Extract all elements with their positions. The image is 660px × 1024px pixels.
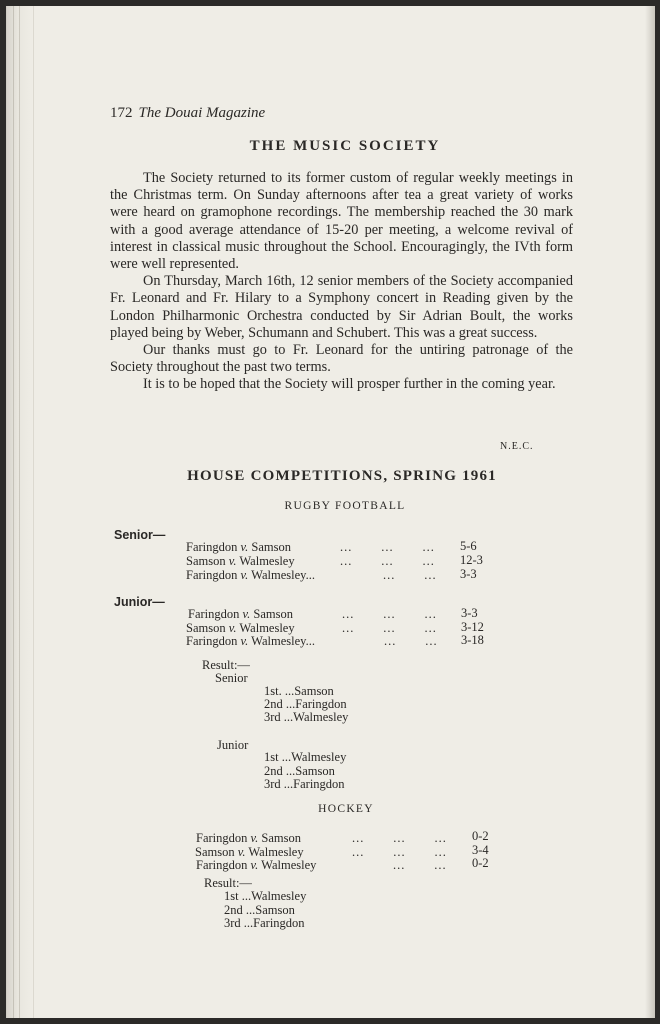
result-row: 3rd ...Walmesley <box>264 710 349 724</box>
music-society-body <box>110 170 573 394</box>
rugby-heading: RUGBY FOOTBALL <box>284 500 406 512</box>
paragraph: It is to be hoped that the Society will prosper further in the coming year. <box>143 376 556 393</box>
result-row: 1st. ...Samson <box>264 684 334 698</box>
junior-word: Junior <box>217 738 249 752</box>
match-row: Faringdon v. Walmesley... <box>186 634 315 648</box>
match-score: 3-3 <box>461 606 478 620</box>
signature: N.E.C. <box>500 441 534 452</box>
match-row: Faringdon v. Walmesley... <box>186 568 315 582</box>
running-header <box>110 105 265 122</box>
book-spine <box>7 6 34 1018</box>
match-row: Faringdon v. Samson <box>186 540 291 554</box>
competitions-title: HOUSE COMPETITIONS, SPRING 1961 <box>187 468 497 484</box>
leader-dots: ... ... <box>384 634 438 648</box>
result-row: 2nd ...Samson <box>224 903 295 917</box>
senior-word: Senior <box>215 671 248 685</box>
leader-dots: ... ... ... <box>342 621 437 635</box>
match-row: Faringdon v. Samson <box>196 831 301 845</box>
paragraph: The Society returned to its former custom of regular weekly meetings in the Christmas term. On Sunday afternoons after tea a great variety of works were heard on gramophone recordings. The membership reached the 30 mark with a good average attendance of 15-20 per meeting, a welcome revival of interest in classical music throughout the School. Encouragingly, the IVth form were well represented. <box>110 170 573 273</box>
leader-dots: ... ... ... <box>340 554 435 568</box>
result-row: 2nd ...Faringdon <box>264 697 347 711</box>
match-row: Faringdon v. Samson <box>188 607 293 621</box>
leader-dots: ... ... <box>393 858 447 872</box>
hockey-heading: HOCKEY <box>318 803 374 815</box>
match-score: 0-2 <box>472 829 489 843</box>
leader-dots: ... ... ... <box>340 540 435 554</box>
page <box>6 6 655 1018</box>
junior-label: Junior— <box>114 595 165 609</box>
result-label: Result:— <box>204 876 252 890</box>
paragraph: On Thursday, March 16th, 12 senior members of the Society accompanied Fr. Leonard and Fr. Hilary to a Symphony concert in Reading given by the London Philharmonic Orchestra conducted by Sir Adrian Boult, the works played being by Weber, Schumann and Schubert. This was a great success. <box>110 273 573 341</box>
match-score: 0-2 <box>472 856 489 870</box>
leader-dots: ... ... ... <box>352 845 447 859</box>
match-score: 3-12 <box>461 620 484 634</box>
match-row: Samson v. Walmesley <box>195 845 304 859</box>
magazine-title: The Douai Magazine <box>138 105 266 121</box>
result-row: 1st ...Walmesley <box>264 750 347 764</box>
leader-dots: ... ... ... <box>342 607 437 621</box>
senior-label: Senior— <box>114 528 166 542</box>
match-row: Samson v. Walmesley <box>186 621 295 635</box>
match-score: 3-3 <box>460 567 477 581</box>
page-number: 172 <box>110 105 133 121</box>
result-row: 1st ...Walmesley <box>224 889 307 903</box>
result-label: Result:— <box>202 658 250 672</box>
music-society-title: THE MUSIC SOCIETY <box>249 138 441 154</box>
match-row: Samson v. Walmesley <box>186 554 295 568</box>
paragraph: Our thanks must go to Fr. Leonard for the untiring patronage of the Society throughout the past two terms. <box>110 342 573 376</box>
match-row: Faringdon v. Walmesley <box>196 858 317 872</box>
result-row: 2nd ...Samson <box>264 764 335 778</box>
match-score: 3-18 <box>461 633 484 647</box>
match-score: 5-6 <box>460 539 477 553</box>
leader-dots: ... ... <box>383 568 437 582</box>
match-score: 3-4 <box>472 843 489 857</box>
result-row: 3rd ...Faringdon <box>264 777 345 791</box>
page-edge <box>645 6 655 1018</box>
match-score: 12-3 <box>460 553 483 567</box>
result-row: 3rd ...Faringdon <box>224 916 305 930</box>
leader-dots: ... ... ... <box>352 831 447 845</box>
